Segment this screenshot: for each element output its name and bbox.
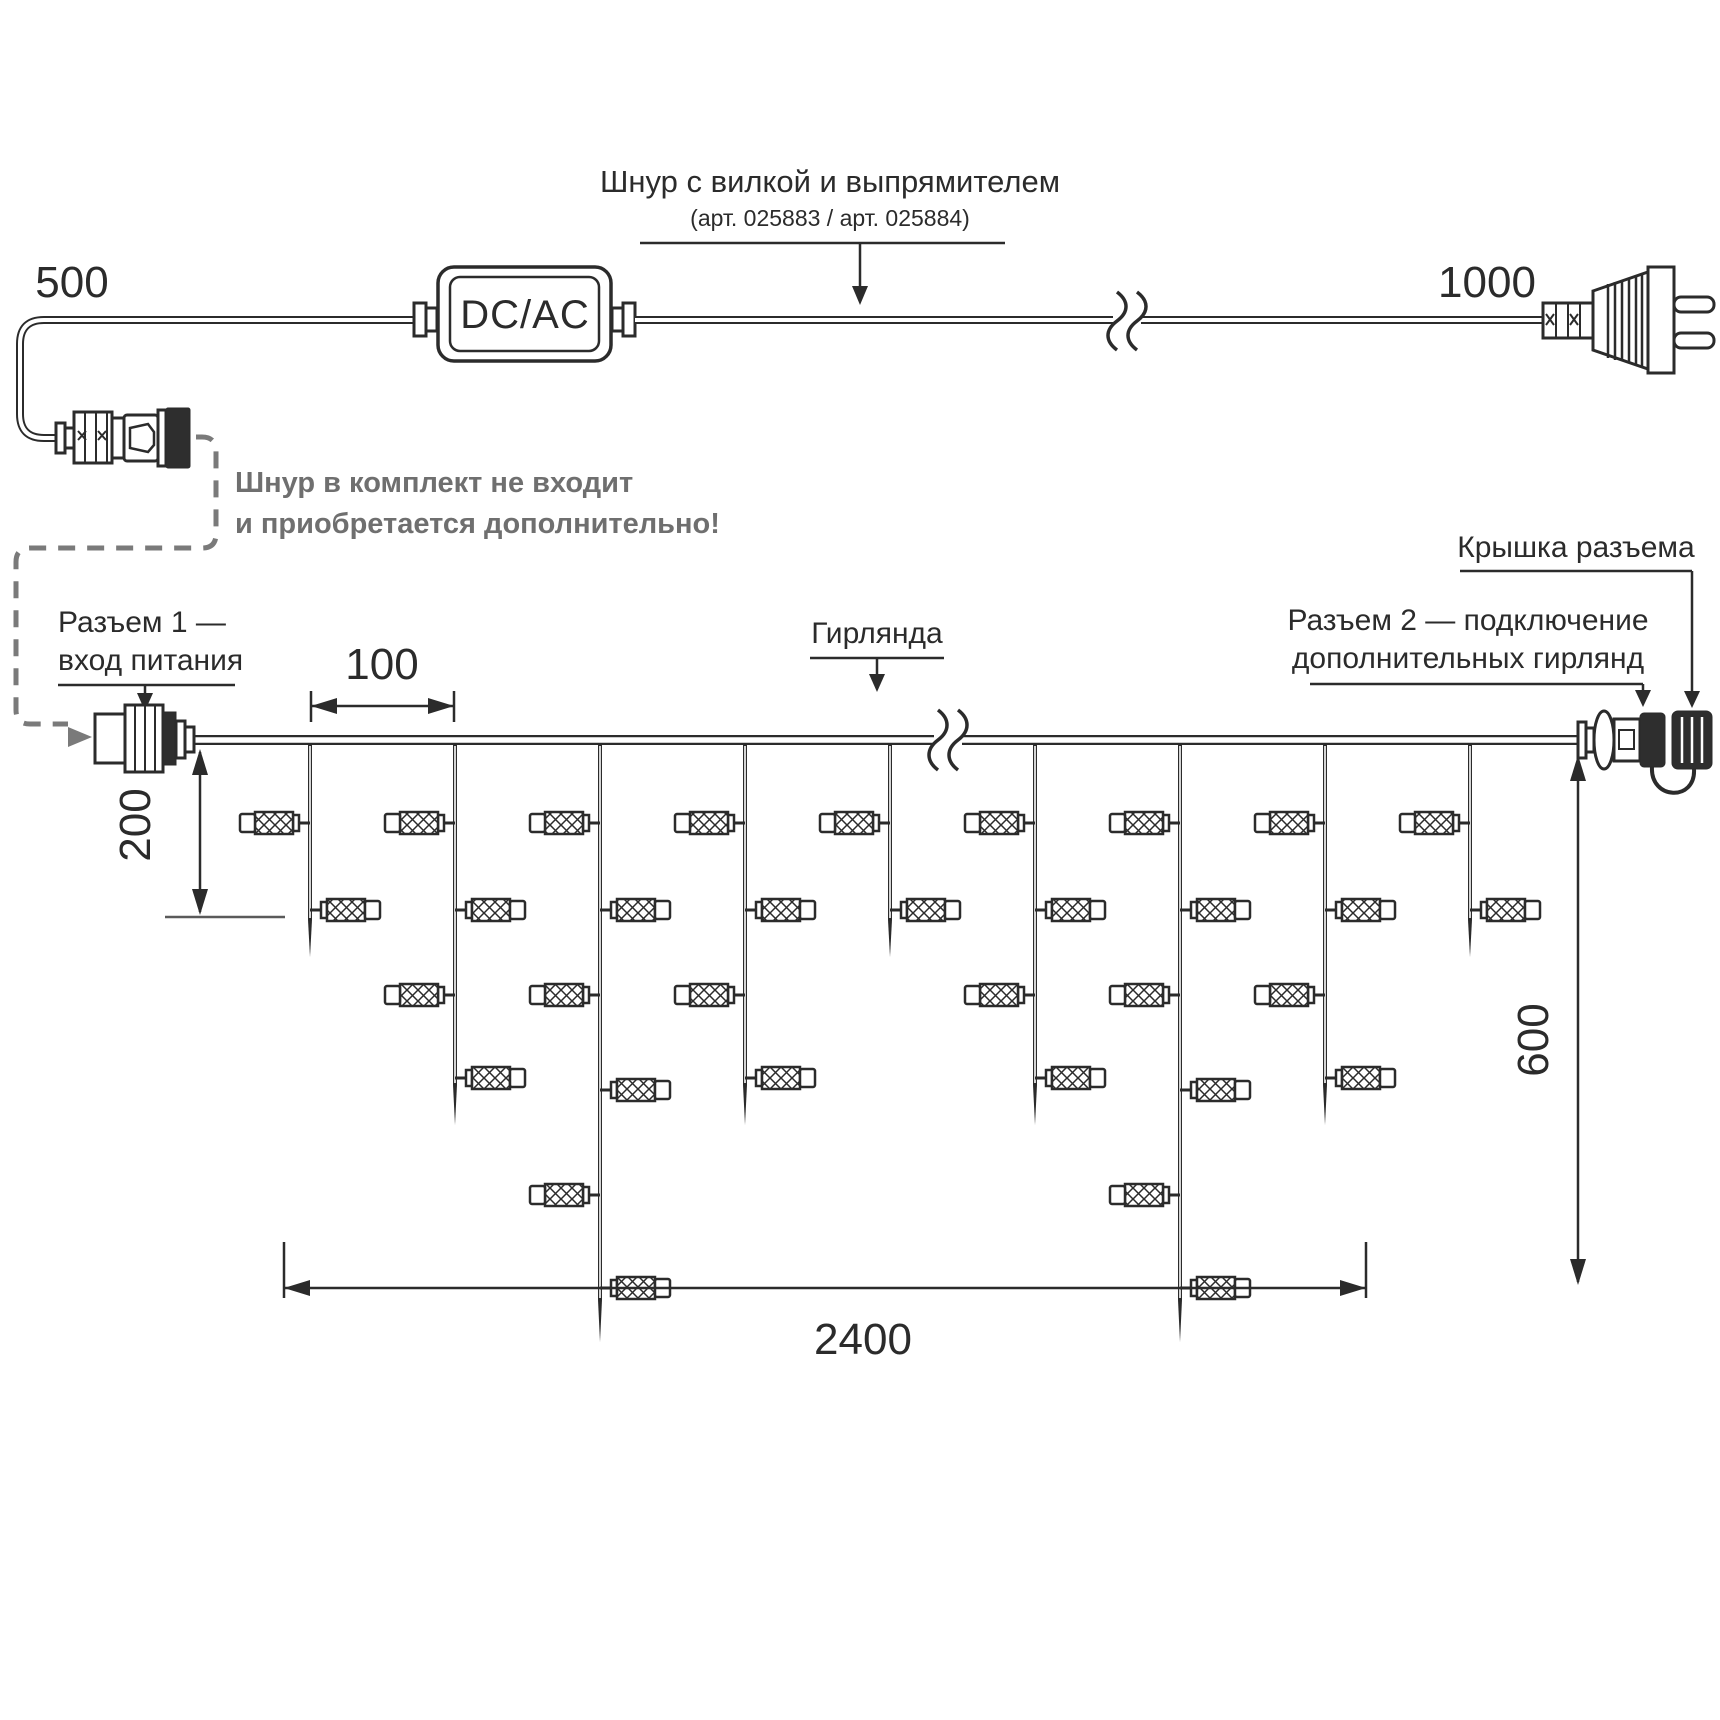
cord-output-connector xyxy=(56,408,190,468)
dim-2400-label: 2400 xyxy=(814,1315,912,1364)
connector1-label-line1: Разъем 1 — xyxy=(58,606,226,639)
garland-end-connector xyxy=(1578,711,1712,793)
not-included-note-line1: Шнур в комплект не входит xyxy=(235,467,634,499)
led-bulb-icon xyxy=(1470,899,1540,921)
led-bulb-icon xyxy=(745,899,815,921)
not-included-callout xyxy=(16,437,720,747)
led-bulb-icon xyxy=(310,899,380,921)
led-bulb-icon xyxy=(1255,984,1325,1006)
garland-break xyxy=(929,710,967,770)
led-bulb-icon xyxy=(1255,812,1325,834)
led-bulb-icon xyxy=(675,984,745,1006)
led-bulb-icon xyxy=(1325,1067,1395,1089)
garland-drop xyxy=(675,744,815,1125)
led-bulb-icon xyxy=(1110,984,1180,1006)
led-bulb-icon xyxy=(965,812,1035,834)
led-bulb-icon xyxy=(530,812,600,834)
led-bulb-icon xyxy=(820,812,890,834)
dim-100-label: 100 xyxy=(345,640,419,689)
connector2-label-line1: Разъем 2 — подключение xyxy=(1287,604,1649,637)
connector2-label-line2: дополнительных гирлянд xyxy=(1291,642,1645,675)
garland-callout xyxy=(810,617,944,692)
connector1-callout xyxy=(58,606,243,711)
led-bulb-icon xyxy=(1180,1079,1250,1101)
garland-input-connector xyxy=(95,705,194,772)
garland-drop xyxy=(240,744,380,957)
dashed-connection-line xyxy=(16,437,216,724)
cord-article-numbers: (арт. 025883 / арт. 025884) xyxy=(690,205,970,231)
led-bulb-icon xyxy=(455,1067,525,1089)
led-bulb-icon xyxy=(385,812,455,834)
dim-2400 xyxy=(284,1242,1366,1364)
led-bulb-icon xyxy=(890,899,960,921)
connector-cap xyxy=(1672,711,1712,769)
garland-drop xyxy=(1110,744,1250,1342)
cord-title-callout xyxy=(600,164,1060,305)
led-bulb-icon xyxy=(455,899,525,921)
garland-drop xyxy=(530,744,670,1342)
connector2-callout xyxy=(1287,604,1651,707)
garland-drop xyxy=(820,744,960,957)
garland-drop xyxy=(1400,744,1540,957)
dim-600-label: 600 xyxy=(1509,1003,1558,1077)
not-included-note-line2: и приобретается дополнительно! xyxy=(235,508,720,540)
dim-600 xyxy=(1509,755,1586,1285)
cap-label: Крышка разъема xyxy=(1457,531,1695,564)
led-bulb-icon xyxy=(1035,1067,1105,1089)
led-bulb-icon xyxy=(1180,899,1250,921)
led-bulb-icon xyxy=(745,1067,815,1089)
garland-label: Гирлянда xyxy=(811,617,943,650)
garland-drops xyxy=(240,744,1540,1342)
led-bulb-icon xyxy=(1110,812,1180,834)
connector1-label-line2: вход питания xyxy=(58,644,244,677)
led-bulb-icon xyxy=(530,1184,600,1206)
led-bulb-icon xyxy=(240,812,310,834)
led-bulb-icon xyxy=(1035,899,1105,921)
power-plug-icon xyxy=(1543,267,1714,373)
cord-title-arrow xyxy=(852,286,868,305)
led-bulb-icon xyxy=(675,812,745,834)
dashed-arrow xyxy=(68,727,92,747)
led-bulb-icon xyxy=(1325,899,1395,921)
dim-500-label: 500 xyxy=(35,258,109,307)
led-bulb-icon xyxy=(1110,1184,1180,1206)
led-bulb-icon xyxy=(1400,812,1470,834)
cord-title: Шнур с вилкой и выпрямителем xyxy=(599,164,1061,199)
led-bulb-icon xyxy=(385,984,455,1006)
led-bulb-icon xyxy=(965,984,1035,1006)
dim-100 xyxy=(311,640,454,722)
converter-label: DC/AC xyxy=(460,293,590,337)
garland-drop xyxy=(385,744,525,1125)
dc-ac-converter xyxy=(414,267,635,361)
garland-drop xyxy=(965,744,1105,1125)
led-bulb-icon xyxy=(600,899,670,921)
dim-1000-label: 1000 xyxy=(1438,258,1536,307)
led-bulb-icon xyxy=(600,1079,670,1101)
cord-right-section xyxy=(635,292,1543,350)
led-bulb-icon xyxy=(530,984,600,1006)
cap-tether-cord xyxy=(1652,767,1694,793)
dim-200-label: 200 xyxy=(111,788,160,862)
garland-drop xyxy=(1255,744,1395,1125)
